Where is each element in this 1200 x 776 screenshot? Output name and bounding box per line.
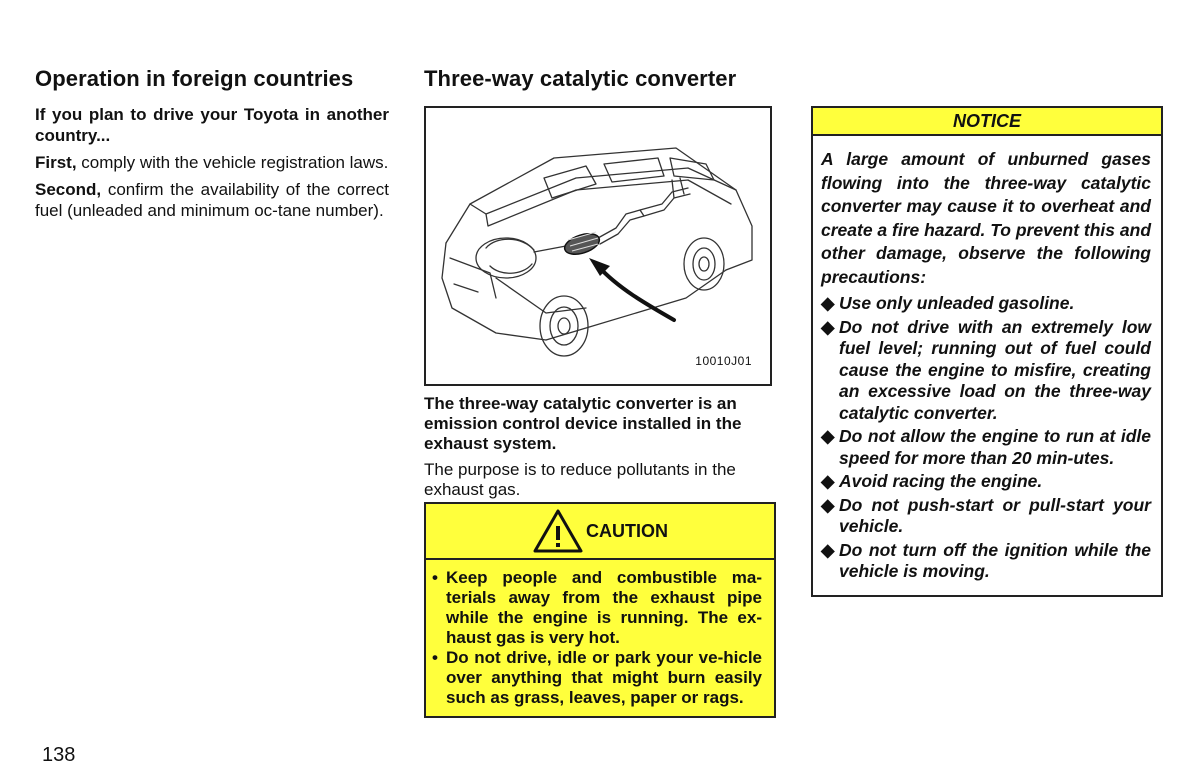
notice-item-text: Do not drive with an extremely low fuel level; running out of fuel could cause the engine to misfire, creating an excessive load on the three-way catalytic converter. <box>839 316 1151 423</box>
first-text: comply with the vehicle registration laws. <box>76 153 389 172</box>
caution-item <box>432 648 762 708</box>
notice-item-text: Avoid racing the engine. <box>839 471 1043 491</box>
notice-header <box>813 108 1161 136</box>
bullet-point: • <box>432 648 438 667</box>
notice-intro: A large amount of unburned gases flowing into the three-way catalytic converter may cause it to overheat and create a fire hazard. To prevent this and other damage, observe the following precautions: <box>821 149 1152 287</box>
notice-body <box>813 136 1161 595</box>
notice-box <box>811 106 1163 597</box>
notice-item-text: Do not push-start or pull-start your vehicle. <box>839 494 1151 536</box>
vehicle-exhaust-drawing <box>426 108 770 384</box>
foreign-countries-lead: If you plan to drive your Toyota in another country... <box>35 105 389 145</box>
second-text: confirm the availability of the correct fuel (unleaded and minimum oc-tane number). <box>35 180 389 220</box>
second-paragraph <box>35 179 389 221</box>
page-number: 138 <box>42 744 76 766</box>
notice-item <box>821 471 1151 493</box>
notice-section <box>811 106 1163 597</box>
diamond-bullet-icon: ◆ <box>821 293 835 313</box>
notice-item <box>821 317 1151 425</box>
catalytic-converter-lead: The three-way catalytic converter is an emission control device installed in the exhaust system. <box>424 394 742 453</box>
caution-header <box>426 504 774 560</box>
first-paragraph <box>35 152 389 173</box>
catalytic-converter-illustration <box>424 106 772 386</box>
notice-item-text: Use only unleaded gasoline. <box>839 293 1075 313</box>
diamond-bullet-icon: ◆ <box>821 316 835 337</box>
notice-item-text: Do not allow the engine to run at idle speed for more than 20 min-utes. <box>839 426 1151 468</box>
second-label: Second, <box>35 180 102 199</box>
notice-title: NOTICE <box>952 110 1021 131</box>
first-label: First, <box>35 153 77 172</box>
catalytic-converter-heading: Three-way catalytic converter <box>424 66 737 91</box>
caution-box <box>424 502 776 718</box>
notice-item <box>821 540 1151 583</box>
diamond-bullet-icon: ◆ <box>821 539 835 560</box>
notice-item-text: Do not turn off the ignition while the vehicle is moving. <box>839 539 1151 581</box>
notice-item <box>821 426 1151 469</box>
foreign-countries-section <box>35 66 389 221</box>
caution-item-text: Keep people and combustible ma-terials away from the exhaust pipe while the engine is running. The ex-haust gas is very hot. <box>446 568 762 647</box>
notice-list <box>821 293 1151 583</box>
caution-list <box>426 560 774 716</box>
caution-title: CAUTION <box>586 520 668 541</box>
figure-code: 10010J01 <box>695 354 752 368</box>
diamond-bullet-icon: ◆ <box>821 494 835 515</box>
caution-item-text: Do not drive, idle or park your ve-hicle over anything that might burn easily such as grass, leaves, paper or rags. <box>446 648 762 707</box>
caution-item <box>432 568 762 648</box>
diamond-bullet-icon: ◆ <box>821 471 835 491</box>
notice-item <box>821 293 1151 315</box>
diamond-bullet-icon: ◆ <box>821 426 835 446</box>
catalytic-converter-purpose: The purpose is to reduce pollutants in the exhaust gas. <box>424 460 736 499</box>
bullet-point: • <box>432 568 438 587</box>
foreign-countries-heading: Operation in foreign countries <box>35 66 354 91</box>
catalytic-converter-section <box>424 66 776 718</box>
notice-item <box>821 495 1151 538</box>
warning-triangle-icon <box>532 508 584 554</box>
